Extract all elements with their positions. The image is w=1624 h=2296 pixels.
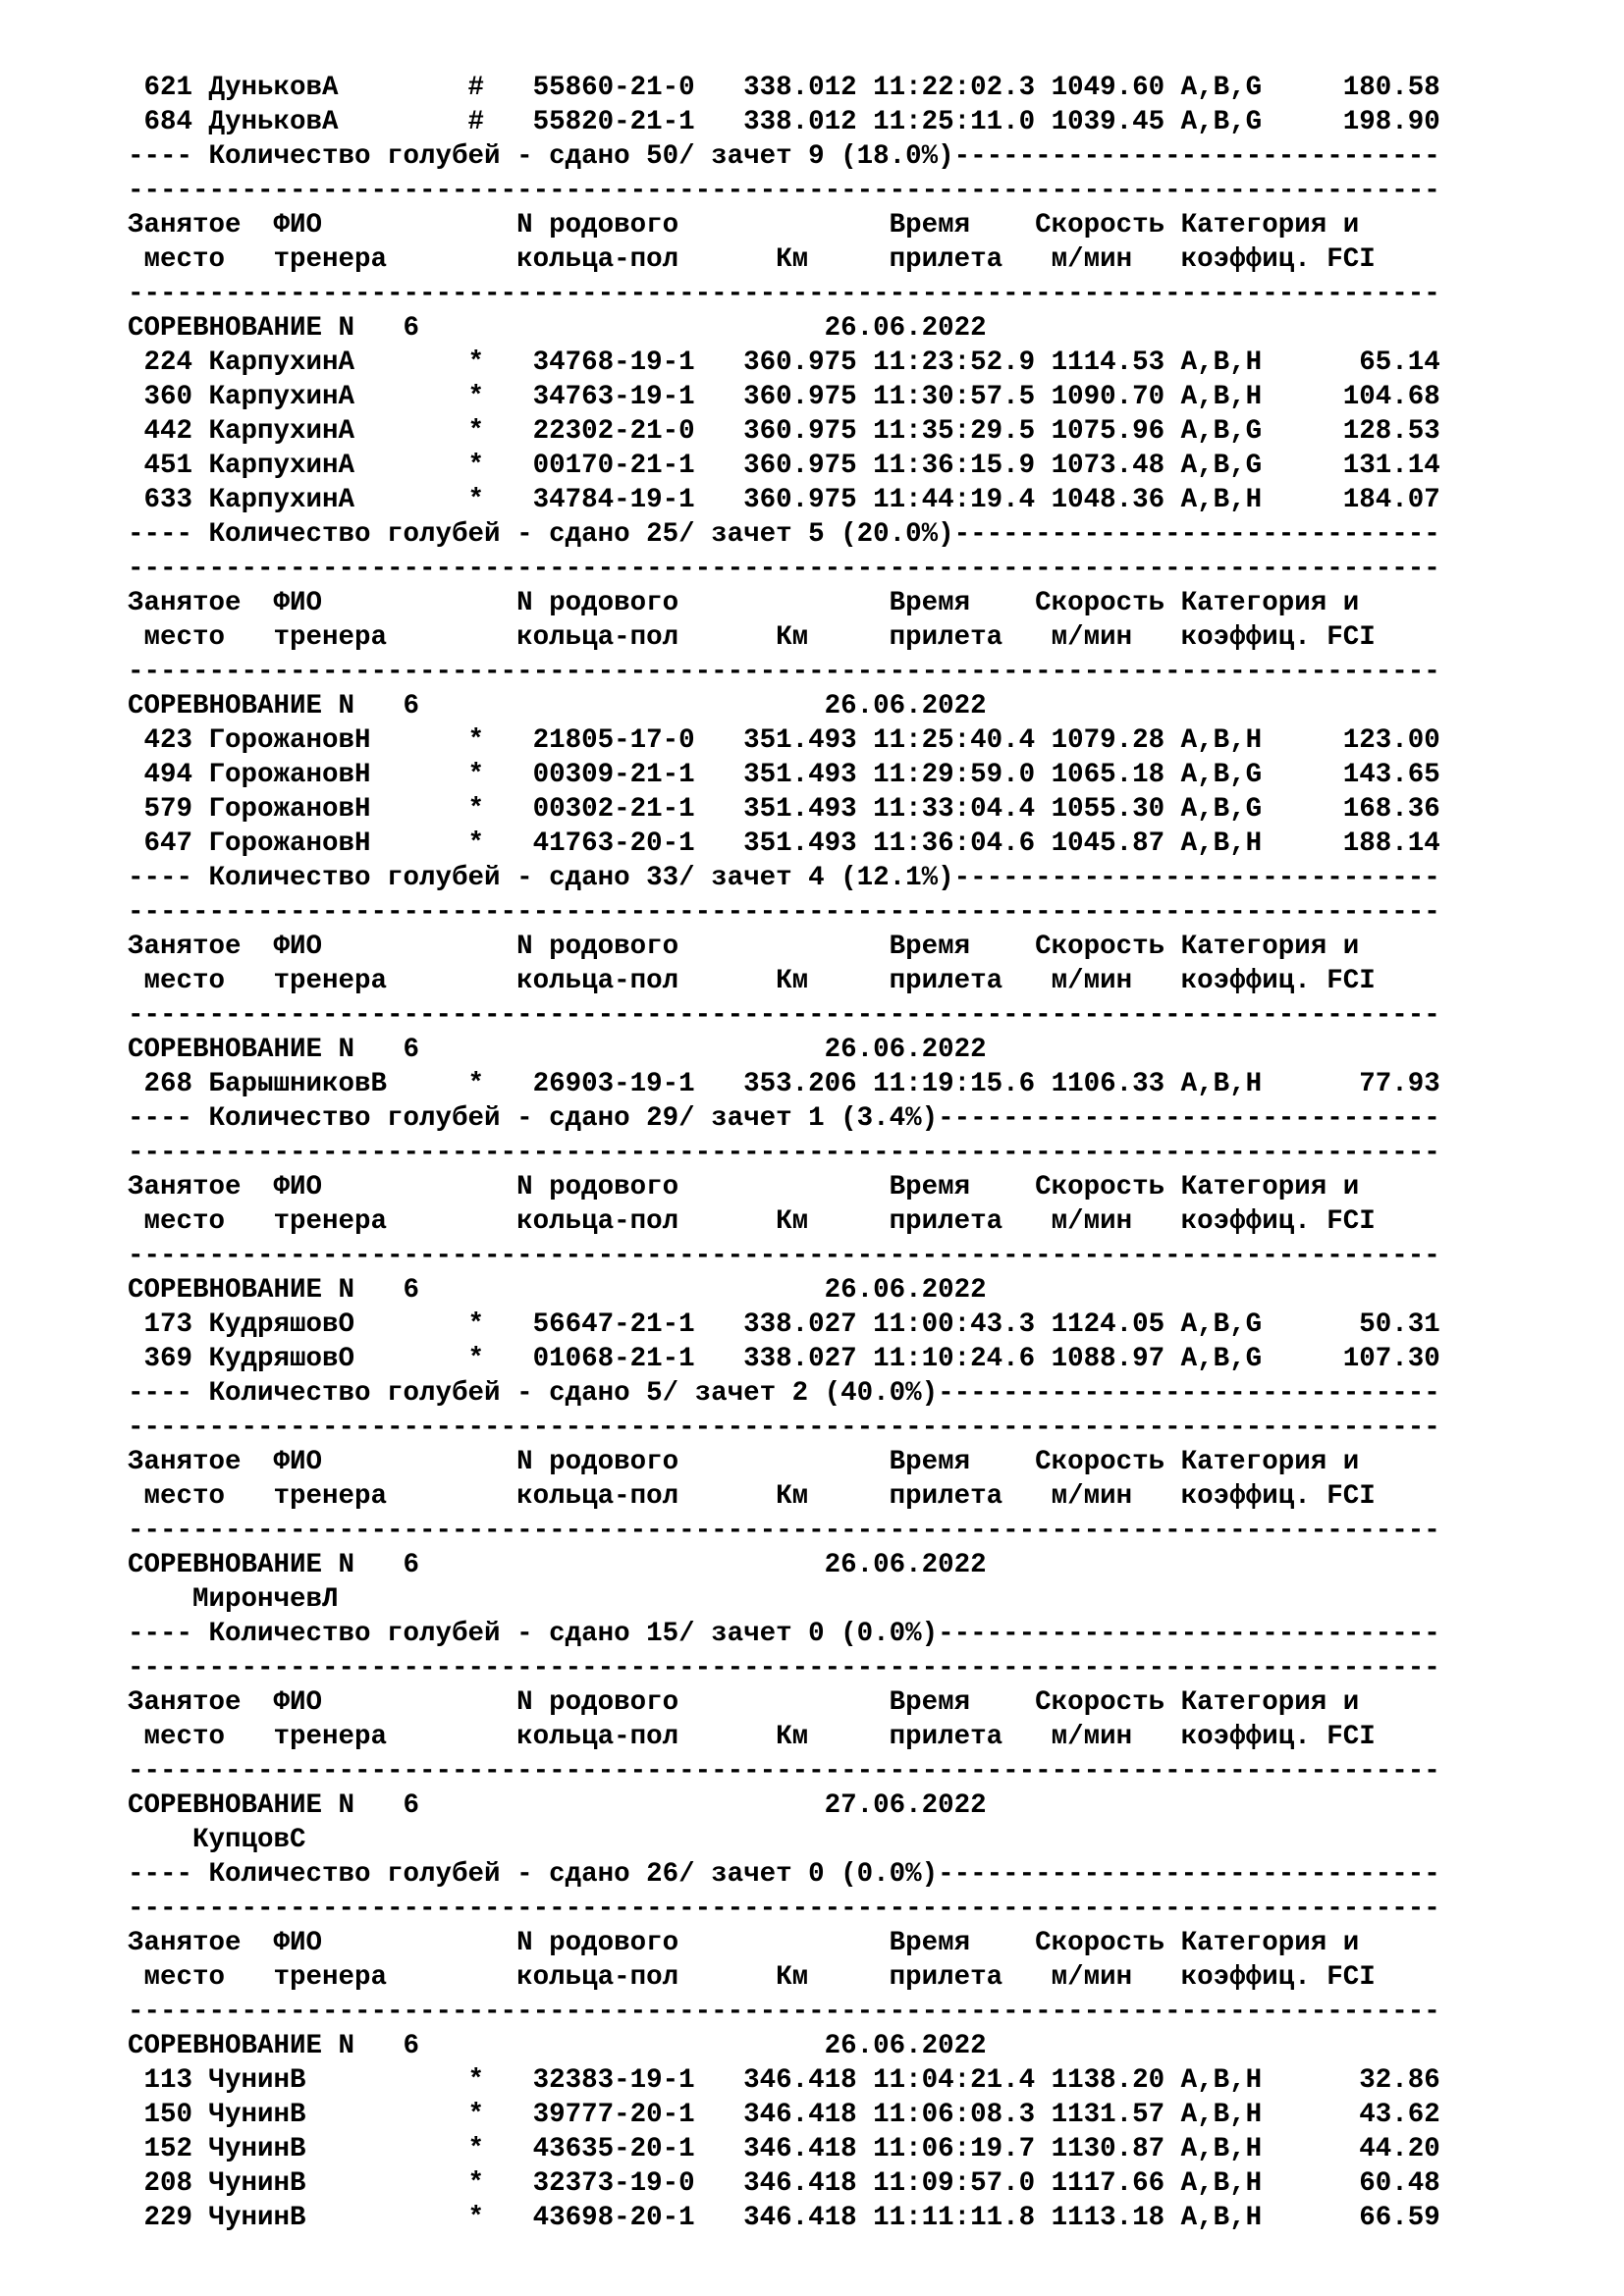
summary-line: ---- Количество голубей - сдано 33/ зачет 4 (12.1%)------------------------------ (128, 863, 1440, 893)
summary-line: ---- Количество голубей - сдано 26/ зачет 0 (0.0%)------------------------------- (128, 1859, 1440, 1890)
separator-line: --------------------------------------------------------------------------------- (128, 1653, 1440, 1683)
column-header-line: место тренера кольца-пол Км прилета м/мин коэффиц. FCI (128, 1206, 1376, 1237)
column-header-line: Занятое ФИО N родового Время Скорость Категория и (128, 1928, 1360, 1958)
column-header-line: место тренера кольца-пол Км прилета м/мин коэффиц. FCI (128, 1481, 1376, 1512)
summary-line: ---- Количество голубей - сдано 50/ зачет 9 (18.0%)------------------------------ (128, 141, 1440, 172)
competition-header-line: СОРЕВНОВАНИЕ N 6 26.06.2022 (128, 691, 987, 721)
separator-line: --------------------------------------------------------------------------------- (128, 176, 1440, 206)
separator-line: --------------------------------------------------------------------------------- (128, 897, 1440, 928)
result-row: 152 ЧунинВ * 43635-20-1 346.418 11:06:19.7 1130.87 A,B,H 44.20 (128, 2134, 1440, 2164)
separator-line: --------------------------------------------------------------------------------- (128, 1413, 1440, 1443)
column-header-line: место тренера кольца-пол Км прилета м/мин коэффиц. FCI (128, 244, 1376, 275)
column-header-line: Занятое ФИО N родового Время Скорость Категория и (128, 588, 1360, 618)
column-header-line: Занятое ФИО N родового Время Скорость Категория и (128, 932, 1360, 962)
result-row: 360 КарпухинА * 34763-19-1 360.975 11:30:57.5 1090.70 A,B,H 104.68 (128, 382, 1440, 412)
result-row: 579 ГорожановН * 00302-21-1 351.493 11:33:04.4 1055.30 A,B,G 168.36 (128, 794, 1440, 825)
result-row: 113 ЧунинВ * 32383-19-1 346.418 11:04:21.4 1138.20 A,B,H 32.86 (128, 2065, 1440, 2096)
result-row: 268 БарышниковВ * 26903-19-1 353.206 11:19:15.6 1106.33 A,B,H 77.93 (128, 1069, 1440, 1099)
result-row: 684 ДуньковА # 55820-21-1 338.012 11:25:11.0 1039.45 A,B,G 198.90 (128, 107, 1440, 137)
competition-header-line: СОРЕВНОВАНИЕ N 6 26.06.2022 (128, 1035, 987, 1065)
result-row: 173 КудряшовО * 56647-21-1 338.027 11:00:43.3 1124.05 A,B,G 50.31 (128, 1309, 1440, 1340)
separator-line: --------------------------------------------------------------------------------- (128, 1997, 1440, 2027)
summary-line: ---- Количество голубей - сдано 15/ зачет 0 (0.0%)------------------------------- (128, 1619, 1440, 1649)
column-header-line: Занятое ФИО N родового Время Скорость Категория и (128, 210, 1360, 240)
result-row: 633 КарпухинА * 34784-19-1 360.975 11:44:19.4 1048.36 A,B,H 184.07 (128, 485, 1440, 515)
competition-header-line: СОРЕВНОВАНИЕ N 6 26.06.2022 (128, 1275, 987, 1306)
result-row: 423 ГорожановН * 21805-17-0 351.493 11:25:40.4 1079.28 A,B,H 123.00 (128, 725, 1440, 756)
competition-header-line: СОРЕВНОВАНИЕ N 6 26.06.2022 (128, 2031, 987, 2061)
column-header-line: Занятое ФИО N родового Время Скорость Категория и (128, 1172, 1360, 1202)
column-header-line: место тренера кольца-пол Км прилета м/мин коэффиц. FCI (128, 966, 1376, 996)
column-header-line: Занятое ФИО N родового Время Скорость Категория и (128, 1447, 1360, 1477)
result-row: 451 КарпухинА * 00170-21-1 360.975 11:36:15.9 1073.48 A,B,G 131.14 (128, 451, 1440, 481)
result-row: 208 ЧунинВ * 32373-19-0 346.418 11:09:57.0 1117.66 A,B,H 60.48 (128, 2168, 1440, 2199)
column-header-line: Занятое ФИО N родового Время Скорость Категория и (128, 1687, 1360, 1718)
separator-line: --------------------------------------------------------------------------------- (128, 1516, 1440, 1546)
results-printout (128, 71, 1600, 2235)
column-header-line: место тренера кольца-пол Км прилета м/мин коэффиц. FCI (128, 1722, 1376, 1752)
separator-line: --------------------------------------------------------------------------------- (128, 1241, 1440, 1271)
summary-line: ---- Количество голубей - сдано 29/ зачет 1 (3.4%)------------------------------- (128, 1103, 1440, 1134)
result-row: 494 ГорожановН * 00309-21-1 351.493 11:29:59.0 1065.18 A,B,G 143.65 (128, 760, 1440, 790)
competition-header-line: СОРЕВНОВАНИЕ N 6 26.06.2022 (128, 313, 987, 344)
separator-line: --------------------------------------------------------------------------------- (128, 554, 1440, 584)
column-header-line: место тренера кольца-пол Км прилета м/мин коэффиц. FCI (128, 622, 1376, 653)
separator-line: --------------------------------------------------------------------------------- (128, 1756, 1440, 1787)
result-row: 621 ДуньковА # 55860-21-0 338.012 11:22:02.3 1049.60 A,B,G 180.58 (128, 73, 1440, 103)
separator-line: --------------------------------------------------------------------------------- (128, 279, 1440, 309)
separator-line: --------------------------------------------------------------------------------- (128, 657, 1440, 687)
column-header-line: место тренера кольца-пол Км прилета м/мин коэффиц. FCI (128, 1962, 1376, 1993)
summary-line: ---- Количество голубей - сдано 25/ зачет 5 (20.0%)------------------------------ (128, 519, 1440, 550)
separator-line: --------------------------------------------------------------------------------- (128, 1894, 1440, 1924)
result-row: 442 КарпухинА * 22302-21-0 360.975 11:35:29.5 1075.96 A,B,G 128.53 (128, 416, 1440, 447)
result-row: 369 КудряшовО * 01068-21-1 338.027 11:10:24.6 1088.97 A,B,G 107.30 (128, 1344, 1440, 1374)
result-row: 150 ЧунинВ * 39777-20-1 346.418 11:06:08.3 1131.57 A,B,H 43.62 (128, 2100, 1440, 2130)
trainer-name-line: КупцовС (128, 1825, 306, 1855)
competition-header-line: СОРЕВНОВАНИЕ N 6 27.06.2022 (128, 1790, 987, 1821)
result-row: 224 КарпухинА * 34768-19-1 360.975 11:23:52.9 1114.53 A,B,H 65.14 (128, 347, 1440, 378)
separator-line: --------------------------------------------------------------------------------- (128, 1000, 1440, 1031)
result-row: 647 ГорожановН * 41763-20-1 351.493 11:36:04.6 1045.87 A,B,H 188.14 (128, 828, 1440, 859)
competition-header-line: СОРЕВНОВАНИЕ N 6 26.06.2022 (128, 1550, 987, 1580)
trainer-name-line: МирончевЛ (128, 1584, 339, 1615)
separator-line: --------------------------------------------------------------------------------- (128, 1138, 1440, 1168)
summary-line: ---- Количество голубей - сдано 5/ зачет 2 (40.0%)------------------------------- (128, 1378, 1440, 1409)
result-row: 229 ЧунинВ * 43698-20-1 346.418 11:11:11.8 1113.18 A,B,H 66.59 (128, 2203, 1440, 2233)
